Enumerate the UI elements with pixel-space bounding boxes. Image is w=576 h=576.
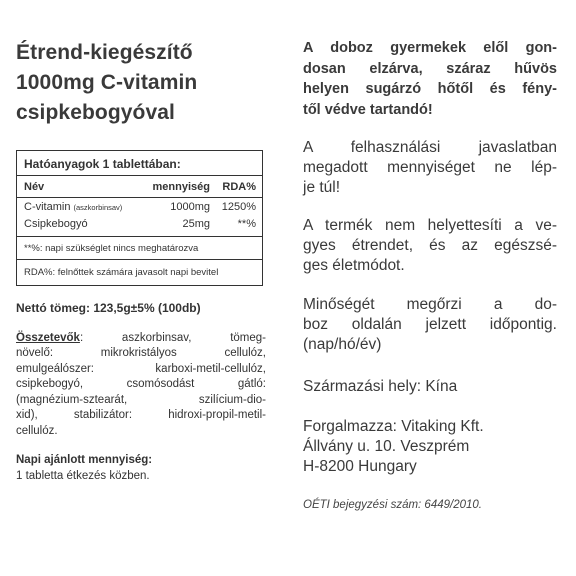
dosage-line: je túl! xyxy=(303,179,341,196)
title-line: csipkebogyóval xyxy=(16,101,175,124)
distributor xyxy=(303,417,557,477)
dosage-line: A felhasználási javaslatban xyxy=(303,139,557,156)
table-column-header xyxy=(17,176,262,198)
warning-line: helyen sugárzó hőtől és fény- xyxy=(303,81,557,97)
cell-rda: **% xyxy=(237,218,256,230)
ingredients-line: növelő: mikrokristályos cellulóz, xyxy=(16,347,266,359)
warning-line: A doboz gyermekek elől gon- xyxy=(303,40,557,56)
registration-number: OÉTI bejegyzési szám: 6449/2010. xyxy=(303,499,482,511)
ingredients-line: csipkebogyó, csomósodást gátló: xyxy=(16,378,266,390)
column-amount: mennyiség xyxy=(152,181,210,193)
best-before-note xyxy=(303,295,557,355)
cell-name: Csipkebogyó xyxy=(24,218,88,230)
daily-dose-label: Napi ajánlott mennyiség: xyxy=(16,454,153,466)
best-before-line: boz oldalán jelzett időpontig. xyxy=(303,316,557,333)
dosage-warning xyxy=(303,138,557,198)
diet-disclaimer xyxy=(303,216,557,276)
ingredient-name: C-vitamin xyxy=(24,201,71,213)
distributor-line: Forgalmazza: Vitaking Kft. xyxy=(303,418,484,435)
warning-line: dosan elzárva, száraz hűvös xyxy=(303,60,557,77)
cell-rda: 1250% xyxy=(221,201,256,213)
table-row xyxy=(17,198,262,215)
column-rda: RDA% xyxy=(222,181,256,193)
title-line: 1000mg C-vitamin xyxy=(16,71,198,94)
best-before-line: Minőségét megőrzi a do- xyxy=(303,296,557,313)
table-footnote: **%: napi szükséglet nincs meghatározva xyxy=(24,243,199,254)
product-title xyxy=(16,38,266,128)
ingredients-line xyxy=(16,331,266,347)
ingredients-line: emulgeálószer: karboxi-metil-cellulóz, xyxy=(16,362,266,375)
best-before-line: (nap/hó/év) xyxy=(303,336,382,353)
dosage-line: megadott mennyiséget ne lép- xyxy=(303,159,557,176)
table-heading: Hatóanyagok 1 tablettában: xyxy=(17,151,262,176)
disclaimer-line: A termék nem helyettesíti a ve- xyxy=(303,217,557,234)
ingredient-subname: (aszkorbinsav) xyxy=(73,203,123,212)
active-ingredients-table xyxy=(16,150,263,286)
distributor-line: Állvány u. 10. Veszprém xyxy=(303,438,470,455)
daily-dose xyxy=(16,453,266,484)
disclaimer-line: ges életmódot. xyxy=(303,257,405,274)
title-line: Étrend-kiegészítő xyxy=(16,41,193,64)
cell-amount: 25mg xyxy=(182,218,210,230)
ingredients-line: (magnézium-sztearát, szilícium-dio- xyxy=(16,393,266,406)
ingredients-line: cellulóz. xyxy=(16,424,58,437)
ingredients-label: Összetevők xyxy=(16,331,80,344)
warning-line: től védve tartandó! xyxy=(303,101,433,118)
ingredients-line: xid), stabilizátor: hidroxi-propil-metil- xyxy=(16,409,266,421)
storage-warning xyxy=(303,38,557,120)
distributor-line: H-8200 Hungary xyxy=(303,458,417,475)
left-column xyxy=(16,38,266,484)
disclaimer-line: gyes étrendet, és az egészsé- xyxy=(303,237,557,254)
cell-name xyxy=(24,201,148,213)
table-footnote: RDA%: felnőttek számára javasolt napi bevitel xyxy=(17,259,262,285)
daily-dose-text: 1 tabletta étkezés közben. xyxy=(16,469,150,482)
ingredients-line-text: : aszkorbinsav, tömeg- xyxy=(79,331,266,344)
right-column xyxy=(303,38,557,511)
table-row xyxy=(17,215,262,237)
cell-amount: 1000mg xyxy=(170,201,210,213)
ingredients-text xyxy=(16,331,266,440)
net-weight: Nettó tömeg: 123,5g±5% (100db) xyxy=(16,301,201,315)
column-name: Név xyxy=(24,181,45,193)
origin: Származási hely: Kína xyxy=(303,378,458,395)
